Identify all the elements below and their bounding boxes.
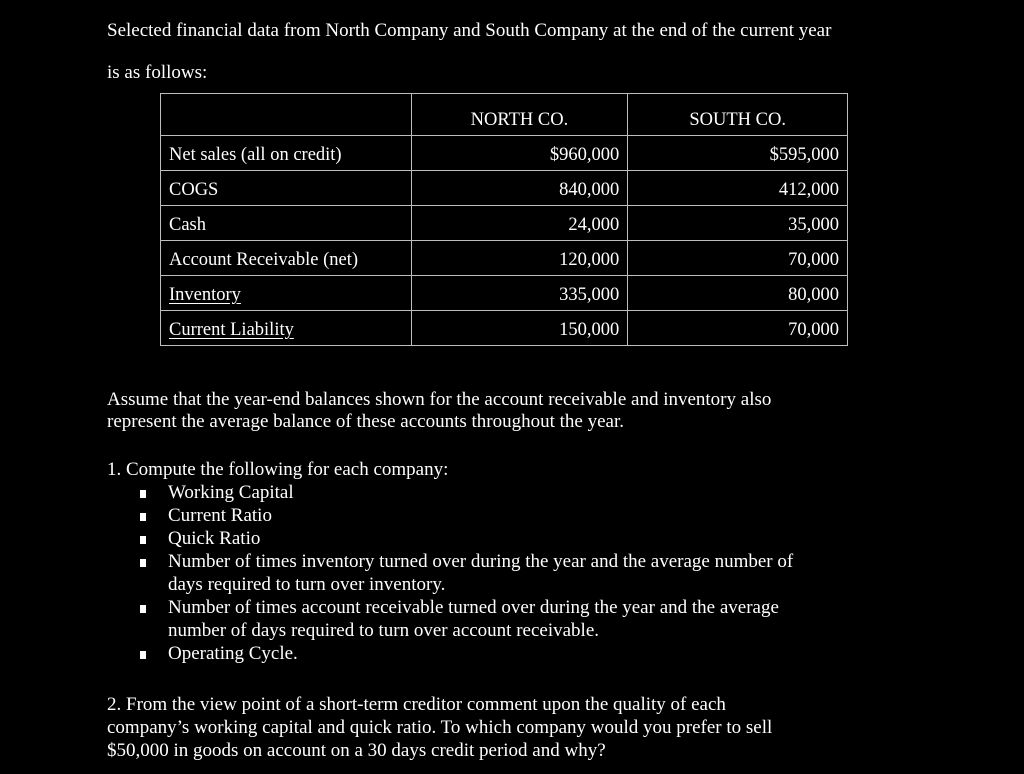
list-item xyxy=(107,504,848,527)
row-label: Net sales (all on credit) xyxy=(161,136,412,171)
table-row xyxy=(161,171,848,206)
row-label: COGS xyxy=(161,171,412,206)
table-row xyxy=(161,241,848,276)
north-value: $960,000 xyxy=(411,136,628,171)
row-label xyxy=(161,276,412,311)
list-item-text-cont: number of days required to turn over account receivable. xyxy=(168,620,600,641)
list-item-text: Current Ratio xyxy=(168,505,272,526)
list-item-text: Working Capital xyxy=(168,482,294,503)
list-item-text: Number of times account receivable turned over during the year and the average xyxy=(168,597,779,618)
row-label xyxy=(161,311,412,346)
south-value: 80,000 xyxy=(628,276,848,311)
north-value: 840,000 xyxy=(411,171,628,206)
list-item-text: Quick Ratio xyxy=(168,528,261,549)
row-label-text: Current Liability xyxy=(169,320,294,340)
header-blank xyxy=(161,94,412,136)
row-label-text: Inventory xyxy=(169,285,241,305)
list-item-text: Operating Cycle. xyxy=(168,643,298,664)
list-item xyxy=(107,481,848,504)
list-item-text-cont: days required to turn over inventory. xyxy=(168,574,446,595)
assumption-paragraph xyxy=(107,389,867,433)
south-value: 70,000 xyxy=(628,311,848,346)
question-2-line-2: company’s working capital and quick ratio. To which company would you prefer to sell xyxy=(107,717,773,738)
list-item xyxy=(107,596,848,642)
south-value: $595,000 xyxy=(628,136,848,171)
north-value: 335,000 xyxy=(411,276,628,311)
south-value: 412,000 xyxy=(628,171,848,206)
list-item xyxy=(107,550,848,596)
list-item xyxy=(107,527,848,550)
list-item xyxy=(107,642,848,665)
square-bullet-icon xyxy=(140,605,146,613)
question-2 xyxy=(107,693,867,762)
table-row xyxy=(161,276,848,311)
table-row xyxy=(161,206,848,241)
square-bullet-icon xyxy=(140,513,146,521)
north-value: 150,000 xyxy=(411,311,628,346)
question-1-list xyxy=(107,481,887,665)
assumption-line-2: represent the average balance of these accounts throughout the year. xyxy=(107,411,624,432)
table-row xyxy=(161,311,848,346)
list-item-text: Number of times inventory turned over during the year and the average number of xyxy=(168,551,794,572)
intro-line-1: Selected financial data from North Company and South Company at the end of the current year xyxy=(107,20,832,41)
square-bullet-icon xyxy=(140,651,146,659)
header-south-co: SOUTH CO. xyxy=(628,94,848,136)
south-value: 70,000 xyxy=(628,241,848,276)
row-label: Account Receivable (net) xyxy=(161,241,412,276)
square-bullet-icon xyxy=(140,490,146,498)
square-bullet-icon xyxy=(140,559,146,567)
header-north-co: NORTH CO. xyxy=(411,94,628,136)
north-value: 120,000 xyxy=(411,241,628,276)
intro-line-2: is as follows: xyxy=(107,62,208,83)
row-label: Cash xyxy=(161,206,412,241)
table-row xyxy=(161,136,848,171)
north-value: 24,000 xyxy=(411,206,628,241)
table-header-row xyxy=(161,94,848,136)
question-1-heading: 1. Compute the following for each company: xyxy=(107,459,449,480)
square-bullet-icon xyxy=(140,536,146,544)
financial-data-table xyxy=(160,93,848,346)
question-2-line-1: 2. From the view point of a short-term creditor comment upon the quality of each xyxy=(107,694,726,715)
question-1 xyxy=(107,458,887,665)
assumption-line-1: Assume that the year-end balances shown for the account receivable and inventory also xyxy=(107,389,772,410)
south-value: 35,000 xyxy=(628,206,848,241)
intro-paragraph xyxy=(107,10,987,94)
question-2-line-3: $50,000 in goods on account on a 30 days credit period and why? xyxy=(107,740,606,761)
